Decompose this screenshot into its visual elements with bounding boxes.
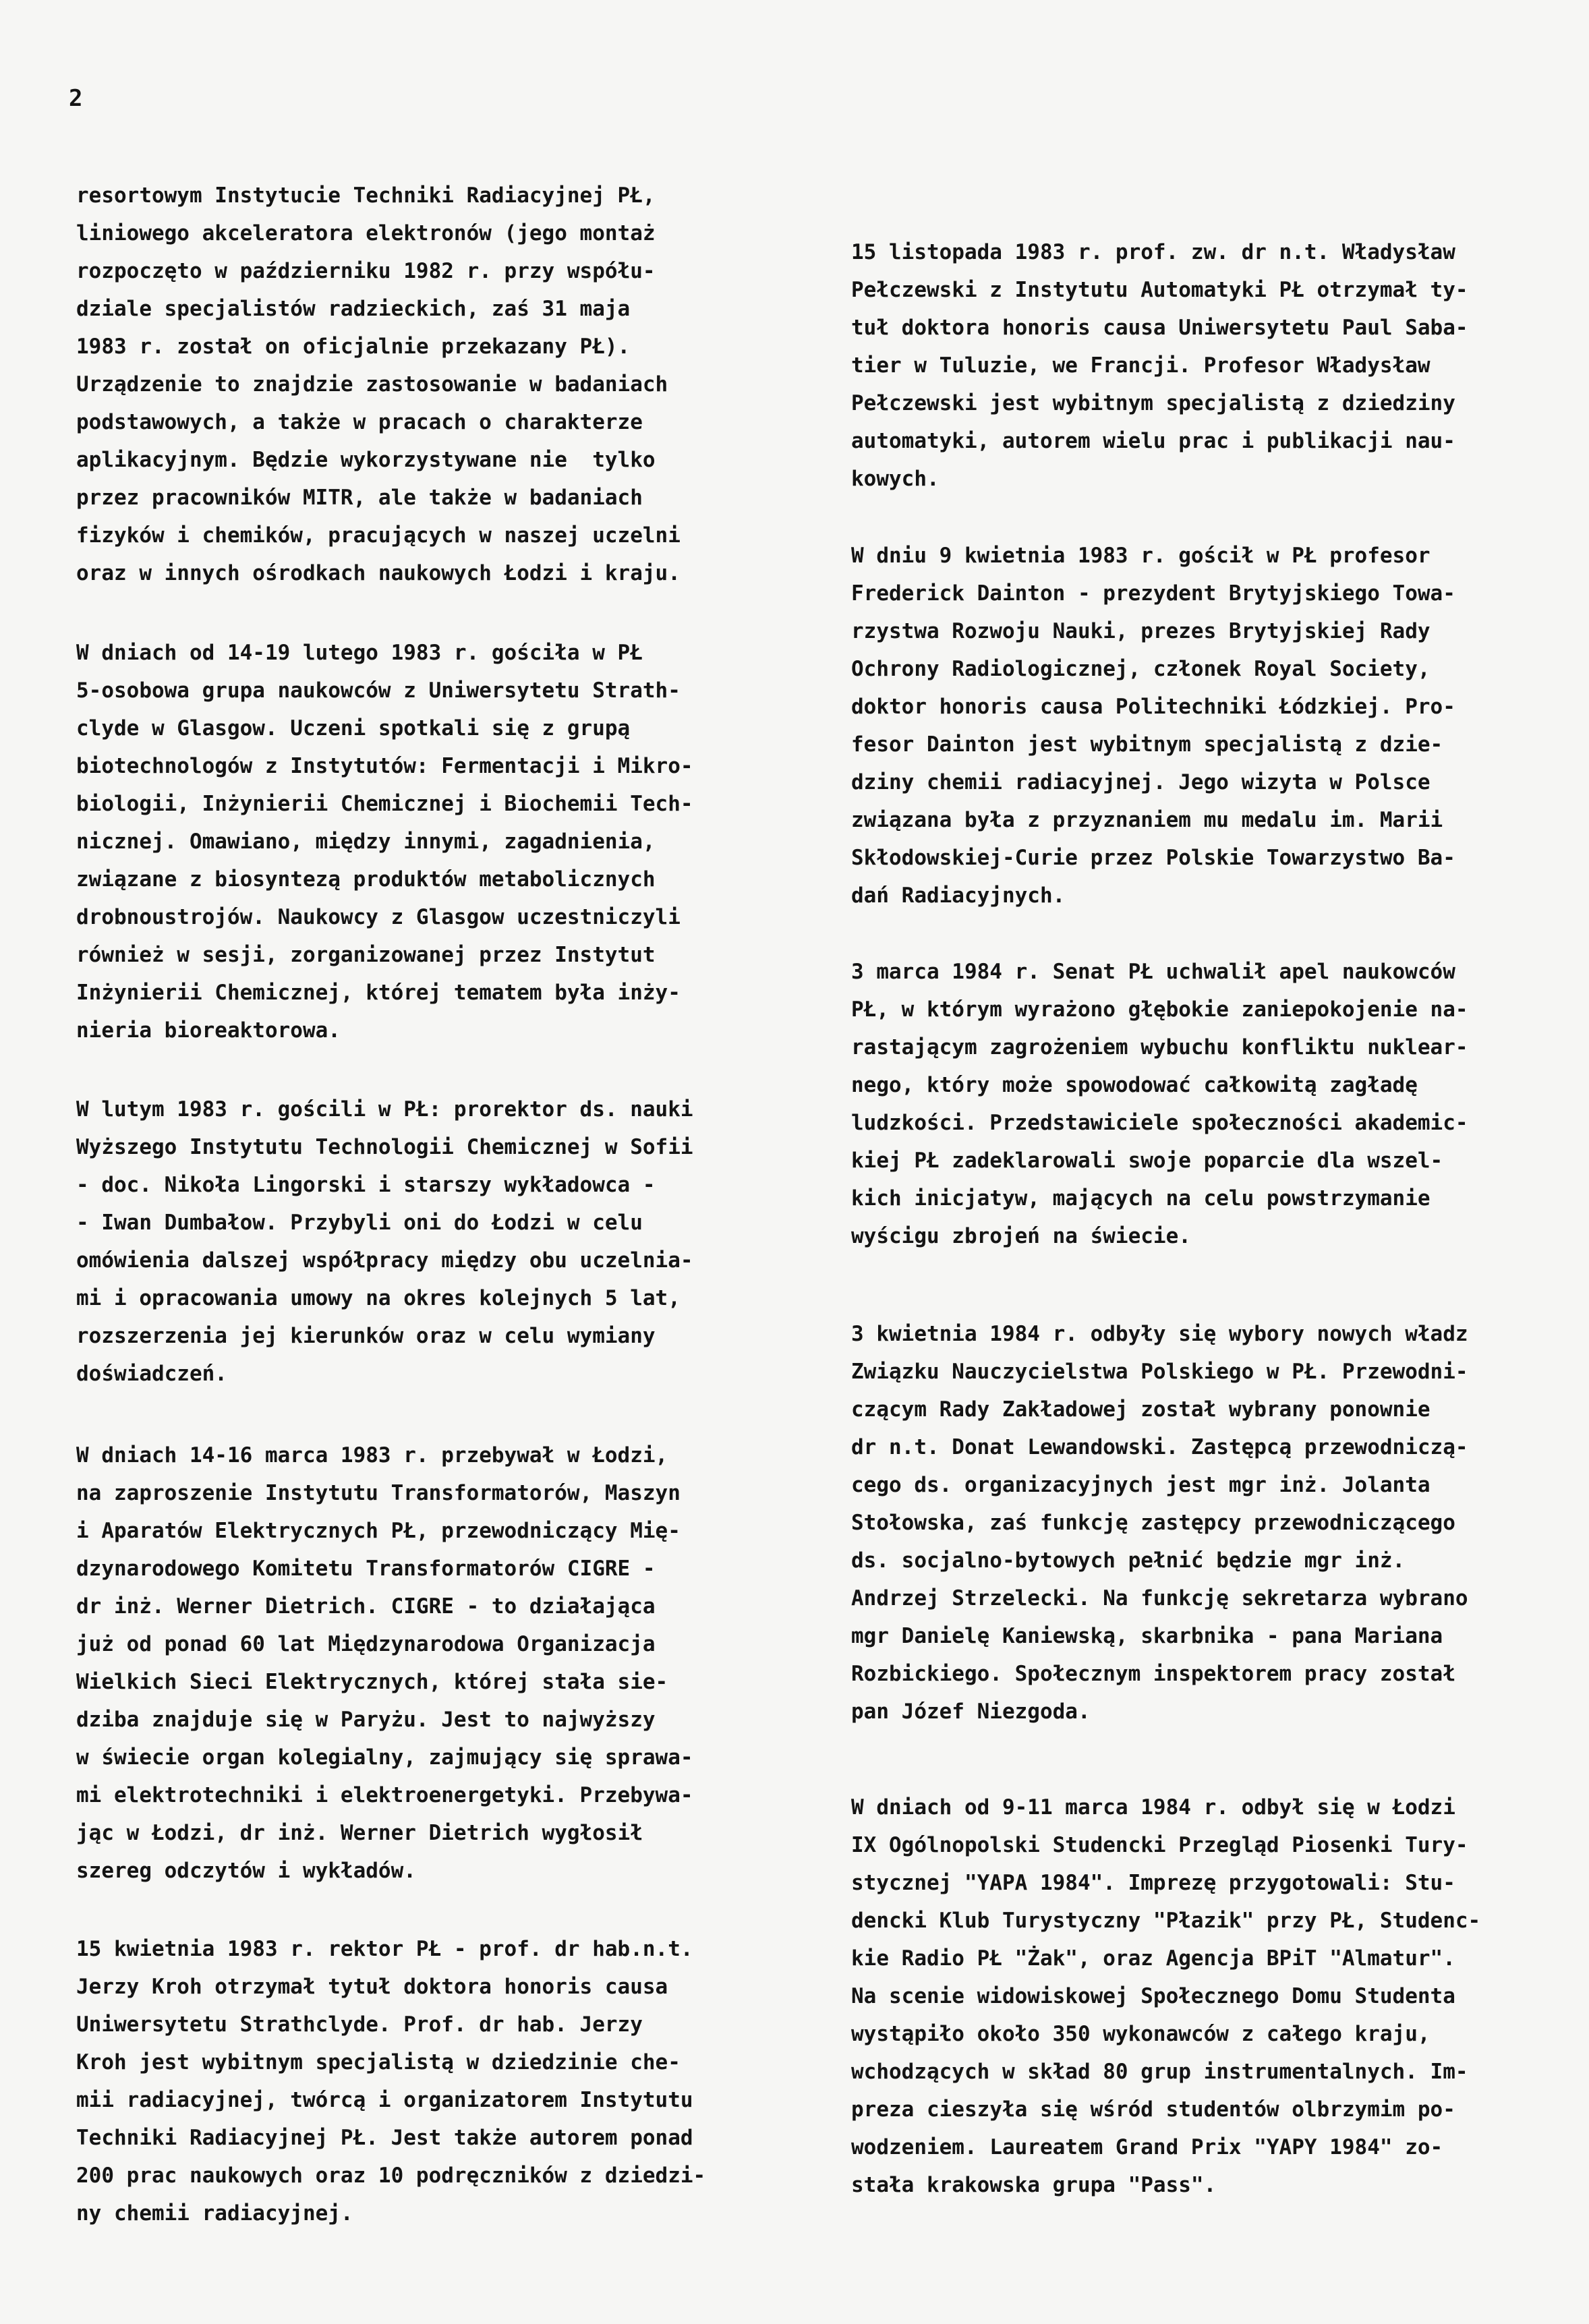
text-line: - Iwan Dumbałow. Przybyli oni do Łodzi w celu (76, 1211, 643, 1235)
text-line: na zaproszenie Instytutu Transformatorów, Maszyn (76, 1481, 681, 1505)
paragraph-senate-appeal (851, 953, 1539, 1255)
text-line: dziny chemii radiacyjnej. Jego wizyta w Polsce (851, 770, 1431, 794)
text-line: Ochrony Radiologicznej, członek Royal Society, (851, 657, 1431, 681)
text-line: fizyków i chemików, pracujących w naszej uczelni (76, 523, 681, 548)
text-line: resortowym Instytucie Techniki Radiacyjnej PŁ, (76, 183, 656, 208)
text-line: Andrzej Strzelecki. Na funkcję sekretarza wybrano (851, 1586, 1468, 1610)
text-line: rozpoczęto w październiku 1982 r. przy współu- (76, 259, 656, 283)
text-line: kiej PŁ zadeklarowali swoje poparcie dla wszel- (851, 1149, 1443, 1173)
text-line: stała krakowska grupa "Pass". (851, 2173, 1217, 2197)
text-line: mii radiacyjnej, twórcą i organizatorem Instytutu (76, 2088, 693, 2112)
text-line: W dniu 9 kwietnia 1983 r. gościł w PŁ profesor (851, 544, 1431, 568)
text-line: liniowego akceleratora elektronów (jego montaż (76, 221, 656, 245)
text-line: 5-osobowa grupa naukowców z Uniwersytetu Strath- (76, 678, 681, 703)
text-line: i Aparatów Elektrycznych PŁ, przewodniczący Mię- (76, 1519, 681, 1543)
text-line: rzystwa Rozwoju Nauki, prezes Brytyjskiej Rady (851, 619, 1431, 643)
paragraph-accelerator (76, 177, 751, 592)
text-line: Jerzy Kroh otrzymał tytuł doktora honoris causa (76, 1975, 668, 1999)
text-line: przez pracowników MITR, ale także w badaniach (76, 486, 643, 510)
page-number: 2 (69, 85, 83, 112)
text-line: nego, który może spowodować całkowitą zagładę (851, 1073, 1418, 1097)
text-line: ny chemii radiacyjnej. (76, 2201, 353, 2226)
text-line: W dniach 14-16 marca 1983 r. przebywał w Łodzi, (76, 1443, 668, 1468)
text-line: automatyki, autorem wielu prac i publikacji nau- (851, 429, 1455, 453)
text-line: tier w Tuluzie, we Francji. Profesor Władysław (851, 353, 1431, 378)
text-line: kowych. (851, 467, 940, 491)
text-line: dr inż. Werner Dietrich. CIGRE - to działająca (76, 1594, 656, 1619)
text-line: szereg odczytów i wykładów. (76, 1859, 416, 1883)
text-line: związana była z przyznaniem mu medalu im. Marii (851, 808, 1443, 832)
text-line: fesor Dainton jest wybitnym specjalistą z dzie- (851, 732, 1443, 757)
text-line: 3 kwietnia 1984 r. odbyły się wybory nowych władz (851, 1322, 1468, 1346)
text-line: doświadczeń. (76, 1362, 227, 1386)
text-line: tuł doktora honoris causa Uniwersytetu Paul Saba- (851, 316, 1468, 340)
text-line: Wyższego Instytutu Technologii Chemicznej w Sofii (76, 1135, 693, 1159)
text-line: dencki Klub Turystyczny "Płazik" przy PŁ, Studenc- (851, 1909, 1481, 1933)
text-line: 15 listopada 1983 r. prof. zw. dr n.t. Władysław (851, 240, 1455, 264)
text-line: nicznej. Omawiano, między innymi, zagadnienia, (76, 830, 656, 854)
text-line: Rozbickiego. Społecznym inspektorem pracy został (851, 1662, 1455, 1686)
text-line: W dniach od 9-11 marca 1984 r. odbył się w Łodzi (851, 1795, 1455, 1820)
text-line: dziba znajduje się w Paryżu. Jest to najwyższy (76, 1708, 656, 1732)
text-line: drobnoustrojów. Naukowcy z Glasgow uczestniczyli (76, 905, 681, 929)
text-line: wodzeniem. Laureatem Grand Prix "YAPY 1984" zo- (851, 2135, 1443, 2159)
text-line: oraz w innych ośrodkach naukowych Łodzi i kraju. (76, 561, 681, 585)
text-line: dzynarodowego Komitetu Transformatorów CIGRE - (76, 1557, 656, 1581)
paragraph-strathclyde-visit (76, 634, 751, 1049)
text-line: - doc. Nikoła Lingorski i starszy wykładowca - (76, 1173, 656, 1197)
text-line: wchodzących w skład 80 grup instrumentalnych. Im- (851, 2060, 1468, 2084)
text-line: Kroh jest wybitnym specjalistą w dziedzinie che- (76, 2050, 681, 2074)
text-line: Związku Nauczycielstwa Polskiego w PŁ. Przewodni- (851, 1360, 1468, 1384)
text-line: mgr Danielę Kaniewską, skarbnika - pana Mariana (851, 1624, 1443, 1648)
text-line: 15 kwietnia 1983 r. rektor PŁ - prof. dr hab.n.t. (76, 1937, 693, 1961)
text-line: dr n.t. Donat Lewandowski. Zastępcą przewodniczą- (851, 1435, 1468, 1459)
text-line: Pełczewski jest wybitnym specjalistą z dziedziny (851, 391, 1455, 415)
text-line: nieria bioreaktorowa. (76, 1018, 341, 1043)
text-line: Na scenie widowiskowej Społecznego Domu Studenta (851, 1984, 1455, 2008)
text-line: jąc w Łodzi, dr inż. Werner Dietrich wygłosił (76, 1821, 643, 1845)
text-line: wystąpiło około 350 wykonawców z całego kraju, (851, 2022, 1431, 2046)
text-line: w świecie organ kolegialny, zajmujący się sprawa- (76, 1745, 693, 1770)
text-line: związane z biosyntezą produktów metabolicznych (76, 867, 656, 892)
text-line: również w sesji, zorganizowanej przez Instytut (76, 943, 656, 967)
paragraph-sofia-visit (76, 1091, 751, 1393)
text-line: podstawowych, a także w pracach o charakterze (76, 410, 643, 434)
paragraph-znp-elections (851, 1315, 1539, 1731)
text-line: Uniwersytetu Strathclyde. Prof. dr hab. Jerzy (76, 2012, 643, 2037)
text-line: 1983 r. został on oficjalnie przekazany PŁ). (76, 335, 631, 359)
text-line: clyde w Glasgow. Uczeni spotkali się z grupą (76, 716, 631, 740)
text-line: Techniki Radiacyjnej PŁ. Jest także autorem ponad (76, 2126, 693, 2150)
text-line: już od ponad 60 lat Międzynarodowa Organizacja (76, 1632, 656, 1656)
text-line: dań Radiacyjnych. (851, 883, 1066, 908)
text-line: kie Radio PŁ "Żak", oraz Agencja BPiT "Almatur". (851, 1946, 1455, 1971)
text-line: W dniach od 14-19 lutego 1983 r. gościła w PŁ (76, 641, 643, 665)
text-line: ludzkości. Przedstawiciele społeczności akademic- (851, 1111, 1468, 1135)
text-line: aplikacyjnym. Będzie wykorzystywane nie tylko (76, 448, 656, 472)
text-line: IX Ogólnopolski Studencki Przegląd Piosenki Tury- (851, 1833, 1468, 1857)
text-line: Inżynierii Chemicznej, której tematem była inży- (76, 981, 681, 1005)
text-line: stycznej "YAPA 1984". Imprezę przygotowali: Stu- (851, 1871, 1455, 1895)
text-line: biologii, Inżynierii Chemicznej i Biochemii Tech- (76, 792, 693, 816)
text-line: kich inicjatyw, mających na celu powstrzymanie (851, 1186, 1431, 1211)
text-line: rastającym zagrożeniem wybuchu konfliktu nuklear- (851, 1035, 1468, 1059)
paragraph-pelczewski-honoris-causa (851, 233, 1539, 498)
text-line: Frederick Dainton - prezydent Brytyjskiego Towa- (851, 581, 1455, 606)
text-line: Wielkich Sieci Elektrycznych, której stała sie- (76, 1670, 668, 1694)
text-line: omówienia dalszej współpracy między obu uczelnia- (76, 1248, 693, 1273)
text-line: W lutym 1983 r. gościli w PŁ: prorektor ds. nauki (76, 1097, 693, 1122)
text-line: PŁ, w którym wyrażono głębokie zaniepokojenie na- (851, 997, 1468, 1022)
text-line: 3 marca 1984 r. Senat PŁ uchwalił apel naukowców (851, 960, 1455, 984)
text-line: Urządzenie to znajdzie zastosowanie w badaniach (76, 372, 668, 397)
text-line: cego ds. organizacyjnych jest mgr inż. Jolanta (851, 1473, 1431, 1497)
text-line: Stołowska, zaś funkcję zastępcy przewodniczącego (851, 1511, 1455, 1535)
paragraph-cigre-visit (76, 1436, 751, 1890)
text-line: biotechnologów z Instytutów: Fermentacji i Mikro- (76, 754, 693, 778)
paragraph-dainton-visit (851, 537, 1539, 914)
text-line: czącym Rady Zakładowej został wybrany ponownie (851, 1397, 1431, 1422)
text-line: wyścigu zbrojeń na świecie. (851, 1224, 1191, 1248)
text-line: doktor honoris causa Politechniki Łódzkiej. Pro- (851, 695, 1455, 719)
text-line: mi elektrotechniki i elektroenergetyki. Przebywa- (76, 1783, 693, 1807)
text-line: ds. socjalno-bytowych pełnić będzie mgr inż. (851, 1548, 1406, 1573)
text-line: pan Józef Niezgoda. (851, 1700, 1091, 1724)
paragraph-kroh-honoris-causa (76, 1930, 751, 2232)
paragraph-yapa-festival (851, 1789, 1539, 2204)
text-line: Pełczewski z Instytutu Automatyki PŁ otrzymał ty- (851, 278, 1468, 302)
text-line: preza cieszyła się wśród studentów olbrzymim po- (851, 2097, 1455, 2122)
text-line: mi i opracowania umowy na okres kolejnych 5 lat, (76, 1286, 681, 1310)
text-line: Skłodowskiej-Curie przez Polskie Towarzystwo Ba- (851, 846, 1455, 870)
text-line: dziale specjalistów radzieckich, zaś 31 maja (76, 297, 631, 321)
text-line: 200 prac naukowych oraz 10 podręczników z dziedzi- (76, 2163, 706, 2188)
text-line: rozszerzenia jej kierunków oraz w celu wymiany (76, 1324, 656, 1348)
